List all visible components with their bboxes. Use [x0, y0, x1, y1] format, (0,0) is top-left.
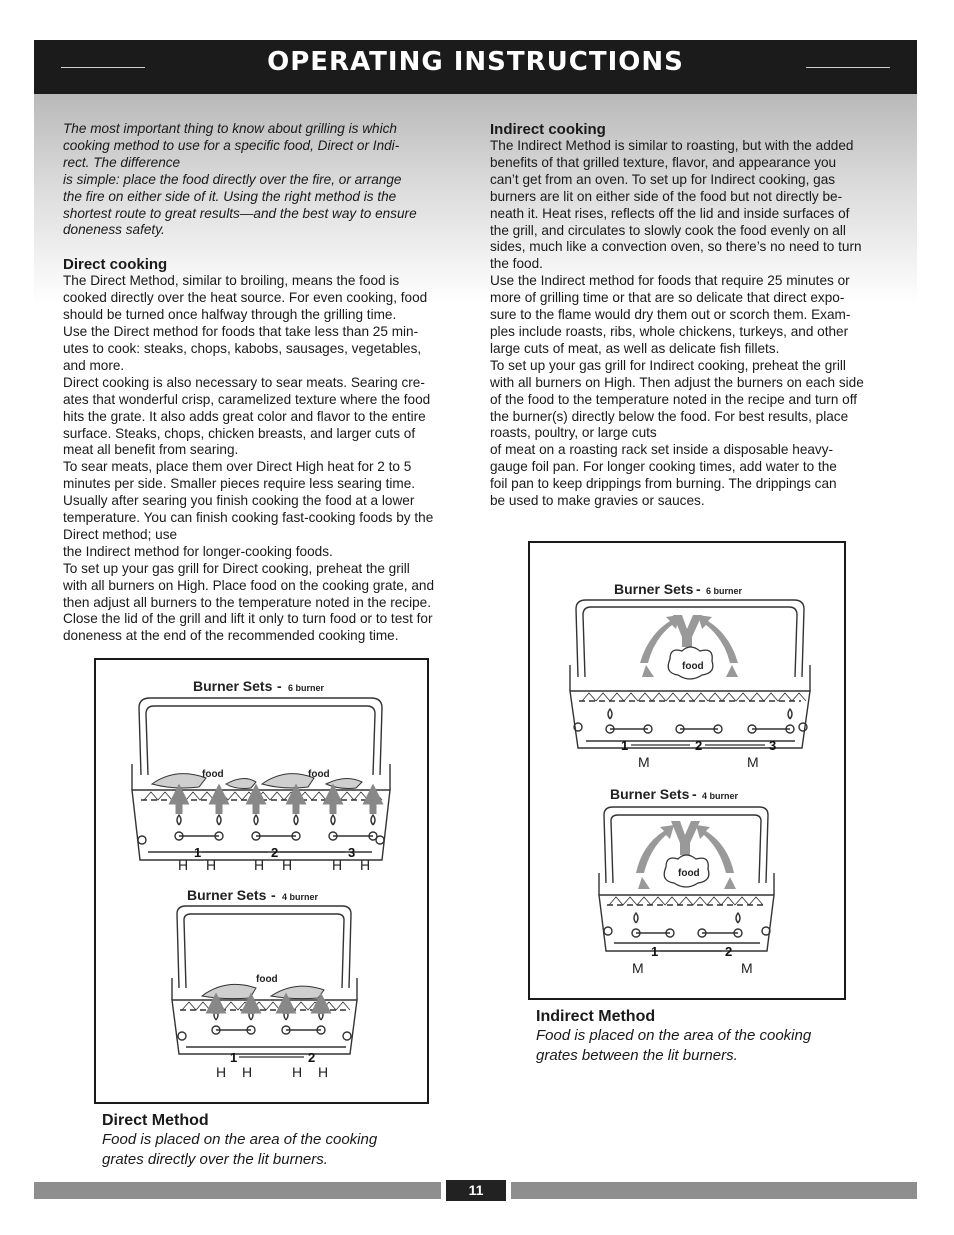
direct-grills-illustration [96, 660, 427, 1102]
text-line: more of grilling time or that are so delicate that direct expo- [490, 290, 845, 306]
burner-sets-label: Burner Sets [614, 581, 694, 597]
heat-setting-label: M [638, 754, 650, 770]
direct-method-description-line: grates directly over the lit burners. [102, 1151, 328, 1168]
heat-setting-label: H [206, 857, 217, 873]
text-line: temperature. You can finish cooking fast-cooking foods by the [63, 510, 434, 526]
food-steaks [152, 774, 362, 789]
text-line: cooking method to use for a specific food, Direct or Indi- [63, 137, 400, 153]
footer-bar-right [511, 1182, 917, 1199]
direct-method-caption [102, 1111, 442, 1170]
indirect-method-diagram [528, 541, 846, 1000]
text-line: Direct cooking is also necessary to sear meats. Searing cre- [63, 374, 425, 390]
burner-number: 2 [725, 944, 733, 959]
heat-setting-label: M [632, 960, 644, 976]
direct-cooking-body [63, 273, 468, 645]
heat-setting-label: H [332, 857, 343, 873]
text-line: and more. [63, 357, 125, 373]
text-line: doneness at the end of the recommended cooking time. [63, 628, 399, 644]
burner-sets-label: Burner Sets [193, 678, 273, 694]
direct-method-title: Direct Method [102, 1112, 209, 1129]
four-burner-label: 4 burner [702, 791, 739, 801]
text-line: Usually after searing you finish cooking the food at a lower [63, 493, 415, 509]
text-line: the Indirect method for longer-cooking foods. [63, 543, 333, 559]
text-line: sure to the flame would dry them out or scorch them. Exam- [490, 307, 851, 323]
text-line: hits the grate. It also adds great color and flavor to the entire [63, 408, 426, 424]
text-line: Use the Indirect method for foods that require 25 minutes or [490, 273, 850, 289]
text-line: benefits of that grilled texture, flavor, and appearance you [490, 154, 837, 170]
burner-number: 3 [348, 845, 356, 860]
burner-number: 1 [194, 845, 202, 860]
text-line: gauge foil pan. For longer cooking times, add water to the [490, 459, 837, 475]
heat-setting-label: H [216, 1064, 227, 1080]
intro-paragraph [63, 121, 468, 239]
food-label: food [256, 974, 278, 985]
header-right-rule [806, 67, 890, 68]
text-line: shortest route to great results—and the best way to ensure [63, 205, 417, 221]
burner-number: 2 [271, 845, 279, 860]
text-line: neath it. Heat rises, reflects off the lid and inside surfaces of [490, 205, 850, 221]
text-line: foil pan to keep drippings from burning. The drippings can [490, 476, 837, 492]
text-line: To set up your gas grill for Direct cooking, preheat the grill [63, 560, 410, 576]
page-header [34, 40, 917, 94]
indirect-method-caption [536, 1007, 876, 1066]
page-number: 11 [446, 1180, 506, 1201]
food-label: food [682, 661, 704, 672]
dash-label: - [692, 786, 697, 802]
food-label: food [678, 868, 700, 879]
page-title: OPERATING INSTRUCTIONS [267, 47, 684, 77]
text-line: the fire on either side of it. Using the right method is the [63, 188, 397, 204]
text-line: cooked directly over the heat source. For even cooking, food [63, 290, 428, 306]
food-steaks [202, 984, 324, 998]
heat-setting-label: M [747, 754, 759, 770]
text-line: the food. [490, 256, 543, 272]
text-line: sides, much like a convection oven, so there’s no need to turn [490, 239, 862, 255]
indirect-method-description-line: grates between the lit burners. [536, 1047, 738, 1064]
direct-cooking-heading: Direct cooking [63, 256, 168, 274]
heat-setting-label: H [254, 857, 265, 873]
text-line: be used to make gravies or sauces. [490, 493, 705, 509]
dash-label: - [277, 678, 282, 694]
text-line: the grill, and circulates to slowly cook the food evenly on all [490, 222, 846, 238]
right-column [490, 121, 895, 510]
text-line: burners are lit on either side of the food but not directly be- [490, 188, 843, 204]
burner-number: 3 [769, 738, 777, 753]
text-line: Use the Direct method for foods that take less than 25 min- [63, 324, 419, 340]
text-line: of the food to the temperature noted in the recipe and turn off [490, 391, 858, 407]
text-line: the burner(s) directly below the food. For best results, place [490, 408, 849, 424]
text-line: Close the lid of the grill and lift it only to turn food or to test for [63, 611, 433, 627]
indirect-cooking-heading: Indirect cooking [490, 121, 606, 138]
burner-number: 1 [230, 1050, 238, 1065]
four-burner-label: 4 burner [282, 892, 319, 902]
heat-arrows [179, 794, 373, 814]
six-burner-label: 6 burner [288, 683, 325, 693]
indirect-method-title: Indirect Method [536, 1008, 656, 1025]
six-burner-label: 6 burner [706, 586, 743, 596]
burner-sets-label: Burner Sets [610, 786, 690, 802]
text-line: with all burners on High. Then adjust the burners on each side [490, 374, 864, 390]
indirect-grills-illustration [530, 543, 844, 998]
text-line: To sear meats, place them over Direct High heat for 2 to 5 [63, 459, 412, 475]
text-line: utes to cook: steaks, chops, kabobs, sausages, vegetables, [63, 340, 422, 356]
food-label: food [308, 769, 330, 780]
burner-number: 1 [621, 738, 629, 753]
heat-setting-label: H [360, 857, 371, 873]
heat-setting-label: H [242, 1064, 253, 1080]
text-line: of meat on a roasting rack set inside a disposable heavy- [490, 442, 834, 458]
text-line: doneness safety. [63, 222, 165, 238]
footer-bar-left [34, 1182, 441, 1199]
text-line: The Direct Method, similar to broiling, means the food is [63, 273, 400, 289]
direct-method-description-line: Food is placed on the area of the cooking [102, 1131, 378, 1148]
text-line: roasts, poultry, or large cuts [490, 425, 657, 441]
text-line: is simple: place the food directly over the fire, or arrange [63, 171, 402, 187]
text-line: meat all benefit from searing. [63, 442, 239, 458]
heat-arrows [216, 1003, 321, 1014]
heat-setting-label: H [318, 1064, 329, 1080]
text-line: can’t get from an oven. To set up for Indirect cooking, gas [490, 171, 836, 187]
text-line: surface. Steaks, chops, chicken breasts, and larger cuts of [63, 425, 416, 441]
text-line: Direct method; use [63, 526, 178, 542]
direct-method-diagram [94, 658, 429, 1104]
heat-setting-label: M [741, 960, 753, 976]
text-line: then adjust all burners to the temperature noted in the recipe. [63, 594, 432, 610]
dash-label: - [271, 887, 276, 903]
text-line: ates that wonderful crisp, caramelized texture where the food [63, 391, 431, 407]
food-label: food [202, 769, 224, 780]
text-line: ples include roasts, ribs, whole chickens, turkeys, and other [490, 323, 849, 339]
text-line: large cuts of meat, as well as delicate fish fillets. [490, 340, 780, 356]
indirect-cooking-body [490, 138, 895, 510]
text-line: with all burners on High. Place food on the cooking grate, and [63, 577, 435, 593]
text-line: minutes per side. Smaller pieces require less searing time. [63, 476, 416, 492]
text-line: To set up your gas grill for Indirect cooking, preheat the grill [490, 357, 846, 373]
text-line: The most important thing to know about grilling is which [63, 121, 397, 136]
text-line: The Indirect Method is similar to roasting, but with the added [490, 138, 854, 153]
heat-setting-label: H [178, 857, 189, 873]
burner-sets-label: Burner Sets [187, 887, 267, 903]
dash-label: - [696, 581, 701, 597]
left-column [63, 121, 468, 645]
heat-setting-label: H [282, 857, 293, 873]
burner-number: 2 [695, 738, 703, 753]
burner-number: 1 [651, 944, 659, 959]
indirect-method-description-line: Food is placed on the area of the cooking [536, 1027, 812, 1044]
text-line: rect. The difference [63, 154, 181, 170]
heat-setting-label: H [292, 1064, 303, 1080]
burner-number: 2 [308, 1050, 316, 1065]
text-line: should be turned once halfway through the grilling time. [63, 307, 397, 323]
